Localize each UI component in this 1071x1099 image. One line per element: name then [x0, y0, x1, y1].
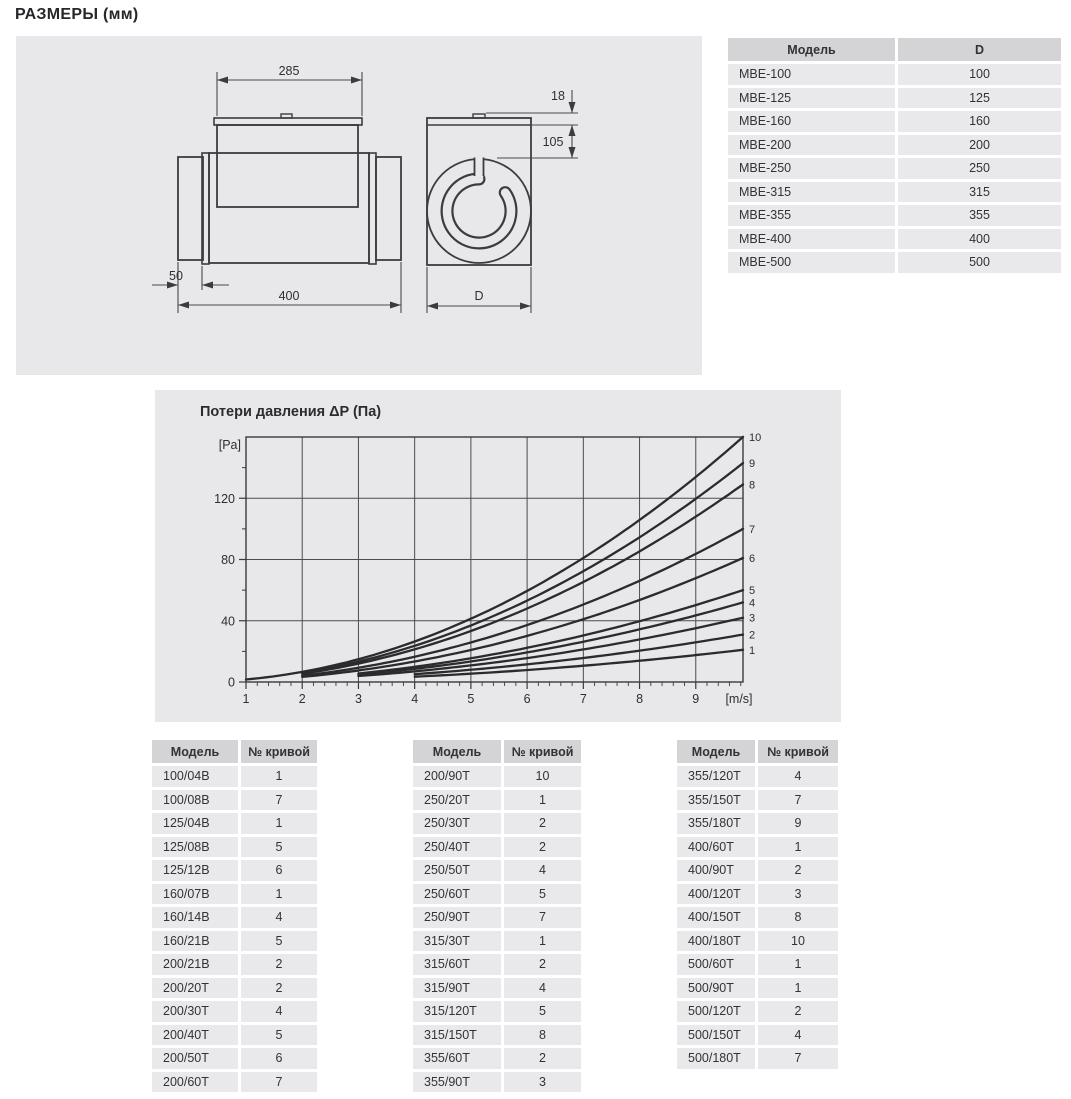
value-cell: 5 [241, 931, 317, 952]
table-row [152, 884, 317, 905]
model-cell: 355/180Т [677, 813, 755, 834]
table-row [413, 837, 581, 858]
x-tick-label: 5 [467, 692, 475, 706]
value-cell: 315 [898, 182, 1061, 203]
value-cell: 1 [758, 954, 838, 975]
model-cell: 400/180Т [677, 931, 755, 952]
model-cell: 200/90Т [413, 766, 501, 787]
table-row [677, 1001, 838, 1022]
curve-label-3: 3 [749, 612, 756, 625]
table-header-row [413, 740, 581, 763]
table-row [413, 907, 581, 928]
value-cell: 8 [758, 907, 838, 928]
pressure-loss-chart [155, 390, 841, 722]
element-stem-channel [475, 157, 484, 178]
arrow-icon [569, 147, 576, 158]
x-axis-unit: [m/s] [725, 692, 753, 706]
table-header-row [728, 38, 1061, 61]
table-row [728, 111, 1061, 132]
value-cell: 4 [504, 978, 581, 999]
value-cell: 2 [758, 1001, 838, 1022]
page-title: РАЗМЕРЫ (мм) [15, 6, 139, 23]
model-cell: 125/08В [152, 837, 238, 858]
model-cell: 160/21В [152, 931, 238, 952]
value-cell: 7 [504, 907, 581, 928]
model-cell: 250/30Т [413, 813, 501, 834]
value-cell: 4 [758, 1025, 838, 1046]
value-cell: 7 [241, 790, 317, 811]
value-cell: 500 [898, 252, 1061, 273]
curve-label-8: 8 [749, 479, 756, 492]
dim-duct-diameter: D [474, 289, 484, 303]
column-header: № кривой [504, 740, 581, 763]
dim-box-inset: 105 [542, 135, 564, 149]
table-row [677, 907, 838, 928]
arrow-icon [217, 77, 228, 84]
value-cell: 250 [898, 158, 1061, 179]
side-body [209, 153, 369, 263]
model-cell: 100/08В [152, 790, 238, 811]
model-cell: 250/60Т [413, 884, 501, 905]
table-row [677, 1025, 838, 1046]
value-cell: 1 [758, 837, 838, 858]
x-tick-label: 1 [242, 692, 250, 706]
table-row [728, 135, 1061, 156]
curve-table-2 [413, 740, 581, 1095]
value-cell: 100 [898, 64, 1061, 85]
y-axis-unit: [Pa] [218, 438, 241, 452]
curve-label-2: 2 [749, 629, 756, 642]
column-header: Модель [152, 740, 238, 763]
table-row [413, 1072, 581, 1093]
table-header-row [677, 740, 838, 763]
column-header: Модель [677, 740, 755, 763]
curve-label-9: 9 [749, 458, 756, 471]
value-cell: 400 [898, 229, 1061, 250]
table-row [152, 1048, 317, 1069]
terminal-box-lid [214, 118, 362, 125]
terminal-box [217, 125, 358, 207]
x-tick-label: 7 [579, 692, 587, 706]
value-cell: 2 [504, 837, 581, 858]
model-cell: МВЕ-315 [728, 182, 895, 203]
x-tick-label: 6 [523, 692, 531, 706]
model-cell: 400/90Т [677, 860, 755, 881]
table-row [152, 931, 317, 952]
curve-table-3 [677, 740, 838, 1072]
curve-label-6: 6 [749, 552, 756, 565]
value-cell: 355 [898, 205, 1061, 226]
curve-label-1: 1 [749, 644, 756, 657]
value-cell: 6 [241, 1048, 317, 1069]
table-row [728, 252, 1061, 273]
value-cell: 4 [241, 1001, 317, 1022]
arrow-icon [351, 77, 362, 84]
model-cell: 200/60Т [152, 1072, 238, 1093]
model-cell: 400/150Т [677, 907, 755, 928]
size-table [728, 38, 1061, 276]
curve-table-1 [152, 740, 317, 1095]
table-row [152, 813, 317, 834]
model-cell: 315/120Т [413, 1001, 501, 1022]
model-cell: МВЕ-200 [728, 135, 895, 156]
column-header: № кривой [758, 740, 838, 763]
table-row [413, 1001, 581, 1022]
arrow-icon [569, 102, 576, 113]
table-row [152, 1001, 317, 1022]
table-row [152, 954, 317, 975]
chart-panel [155, 390, 841, 722]
side-right-spigot [376, 157, 401, 260]
value-cell: 2 [504, 1048, 581, 1069]
model-cell: 200/50Т [152, 1048, 238, 1069]
model-cell: МВЕ-250 [728, 158, 895, 179]
value-cell: 4 [241, 907, 317, 928]
curve-label-4: 4 [749, 597, 756, 610]
lid-nipple [281, 114, 292, 118]
y-tick-label: 80 [221, 553, 235, 567]
model-cell: 125/04В [152, 813, 238, 834]
value-cell: 1 [241, 813, 317, 834]
table-row [728, 88, 1061, 109]
table-row [413, 813, 581, 834]
model-cell: 125/12В [152, 860, 238, 881]
model-cell: МВЕ-160 [728, 111, 895, 132]
model-cell: МВЕ-100 [728, 64, 895, 85]
curve-label-5: 5 [749, 585, 756, 598]
table-row [413, 978, 581, 999]
chart-title: Потери давления ΔP (Па) [200, 404, 382, 420]
model-cell: 355/150Т [677, 790, 755, 811]
arrow-icon [427, 303, 438, 310]
model-cell: 500/120Т [677, 1001, 755, 1022]
table-row [677, 1048, 838, 1069]
curve-10 [246, 437, 743, 680]
table-row [728, 182, 1061, 203]
value-cell: 5 [241, 1025, 317, 1046]
y-tick-label: 0 [228, 675, 235, 690]
value-cell: 7 [758, 790, 838, 811]
model-cell: 100/04В [152, 766, 238, 787]
table-row [677, 978, 838, 999]
table-row [728, 205, 1061, 226]
x-tick-label: 9 [692, 692, 700, 706]
table-row [413, 1048, 581, 1069]
model-cell: 315/60Т [413, 954, 501, 975]
value-cell: 4 [758, 766, 838, 787]
model-cell: 500/150Т [677, 1025, 755, 1046]
value-cell: 5 [504, 1001, 581, 1022]
table-row [152, 837, 317, 858]
value-cell: 2 [241, 954, 317, 975]
value-cell: 3 [758, 884, 838, 905]
x-tick-label: 3 [354, 692, 362, 706]
arrow-icon [202, 282, 213, 289]
dimension-drawing [16, 36, 702, 375]
table-row [677, 790, 838, 811]
dim-total-length: 400 [278, 289, 300, 303]
table-row [413, 1025, 581, 1046]
value-cell: 7 [241, 1072, 317, 1093]
value-cell: 9 [758, 813, 838, 834]
value-cell: 10 [504, 766, 581, 787]
curve-label-7: 7 [749, 523, 756, 536]
value-cell: 2 [758, 860, 838, 881]
model-cell: 500/180Т [677, 1048, 755, 1069]
value-cell: 10 [758, 931, 838, 952]
value-cell: 5 [504, 884, 581, 905]
value-cell: 3 [504, 1072, 581, 1093]
value-cell: 200 [898, 135, 1061, 156]
column-header: № кривой [241, 740, 317, 763]
curve-9 [302, 463, 743, 673]
arrow-icon [520, 303, 531, 310]
value-cell: 1 [504, 790, 581, 811]
model-cell: МВЕ-400 [728, 229, 895, 250]
table-row [728, 158, 1061, 179]
value-cell: 6 [241, 860, 317, 881]
table-row [677, 954, 838, 975]
model-cell: 200/30Т [152, 1001, 238, 1022]
value-cell: 160 [898, 111, 1061, 132]
dim-285-lines [217, 72, 362, 116]
x-tick-label: 8 [636, 692, 644, 706]
table-row [413, 931, 581, 952]
column-header: Модель [728, 38, 895, 61]
value-cell: 8 [504, 1025, 581, 1046]
value-cell: 2 [241, 978, 317, 999]
table-row [677, 813, 838, 834]
dim-50-lines [152, 262, 229, 292]
table-row [413, 790, 581, 811]
arrow-icon [178, 302, 189, 309]
x-tick-label: 2 [298, 692, 306, 706]
model-cell: 355/90Т [413, 1072, 501, 1093]
table-row [413, 766, 581, 787]
table-row [677, 837, 838, 858]
table-row [413, 954, 581, 975]
curve-4 [358, 602, 743, 674]
model-cell: 160/07В [152, 884, 238, 905]
model-cell: 400/60Т [677, 837, 755, 858]
drawing-panel [16, 36, 702, 375]
model-cell: 250/40Т [413, 837, 501, 858]
column-header: D [898, 38, 1061, 61]
model-cell: 315/90Т [413, 978, 501, 999]
dim-105-lines [497, 125, 578, 158]
value-cell: 5 [241, 837, 317, 858]
model-cell: 500/90Т [677, 978, 755, 999]
model-cell: 250/50Т [413, 860, 501, 881]
model-cell: МВЕ-355 [728, 205, 895, 226]
table-row [677, 884, 838, 905]
table-row [152, 790, 317, 811]
model-cell: 400/120Т [677, 884, 755, 905]
table-row [152, 1025, 317, 1046]
model-cell: 355/120Т [677, 766, 755, 787]
model-cell: 200/21В [152, 954, 238, 975]
model-cell: 315/30Т [413, 931, 501, 952]
dim-lid-height: 18 [551, 89, 565, 103]
y-tick-label: 40 [221, 614, 235, 629]
model-cell: 250/20Т [413, 790, 501, 811]
value-cell: 1 [241, 884, 317, 905]
value-cell: 1 [758, 978, 838, 999]
value-cell: 1 [504, 931, 581, 952]
model-cell: 315/150Т [413, 1025, 501, 1046]
front-nipple [473, 114, 485, 118]
table-header-row [152, 740, 317, 763]
side-left-spigot [178, 157, 203, 260]
table-row [152, 766, 317, 787]
model-cell: 355/60Т [413, 1048, 501, 1069]
table-row [413, 884, 581, 905]
arrow-icon [390, 302, 401, 309]
value-cell: 1 [241, 766, 317, 787]
model-cell: 200/20Т [152, 978, 238, 999]
table-row [152, 860, 317, 881]
value-cell: 4 [504, 860, 581, 881]
dim-box-width: 285 [278, 64, 300, 78]
arrow-icon [569, 125, 576, 136]
table-row [677, 860, 838, 881]
model-cell: 500/60Т [677, 954, 755, 975]
column-header: Модель [413, 740, 501, 763]
table-row [677, 766, 838, 787]
dim-spigot-length: 50 [169, 269, 183, 283]
model-cell: МВЕ-125 [728, 88, 895, 109]
table-row [152, 1072, 317, 1093]
table-row [152, 978, 317, 999]
value-cell: 7 [758, 1048, 838, 1069]
table-row [677, 931, 838, 952]
table-row [152, 907, 317, 928]
value-cell: 2 [504, 813, 581, 834]
model-cell: 250/90Т [413, 907, 501, 928]
table-row [728, 229, 1061, 250]
x-tick-label: 4 [411, 692, 419, 706]
model-cell: МВЕ-500 [728, 252, 895, 273]
table-row [413, 860, 581, 881]
value-cell: 125 [898, 88, 1061, 109]
y-tick-label: 120 [214, 491, 235, 506]
model-cell: 160/14В [152, 907, 238, 928]
table-row [728, 64, 1061, 85]
side-right-flange [369, 153, 376, 264]
curve-label-10: 10 [749, 431, 762, 444]
model-cell: 200/40Т [152, 1025, 238, 1046]
value-cell: 2 [504, 954, 581, 975]
